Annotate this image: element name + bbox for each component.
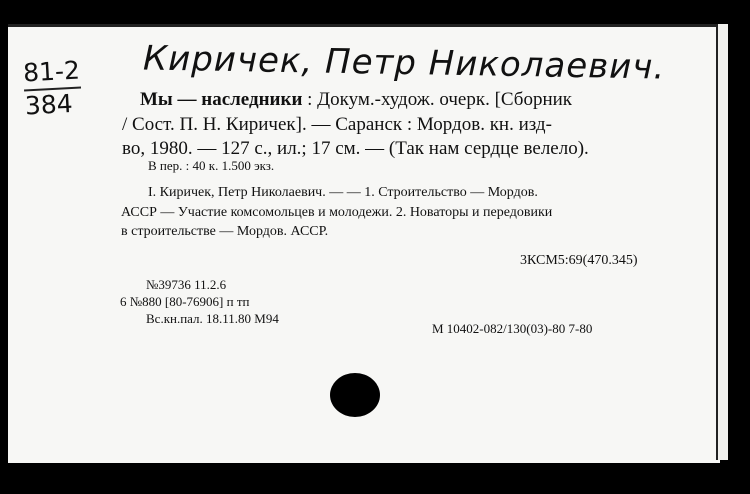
price-line: В пер. : 40 к. 1.500 экз. [148,158,275,173]
title-rest: : Докум.-худож. очерк. [Сборник [302,89,573,110]
catalog-card [8,24,720,463]
call-number-bottom: 384 [24,87,82,122]
classification-code: 3КСМ5:69(470.345) [520,253,638,268]
call-number-top: 81-2 [22,55,81,88]
title-line [140,89,572,111]
card-edge [716,24,728,460]
subjects-line-2: АССР — Участие комсомольцев и молодежи. 2. Новаторы и передовики [121,205,553,220]
call-number [22,56,82,122]
punch-hole [330,373,380,417]
record-number: №39736 11.2.6 [146,277,227,292]
handwritten-author: Киричек, Петр Николаевич. [142,38,666,88]
catalog-code: М 10402-082/130(03)-80 7-80 [432,321,593,336]
book-title: Мы — наследники [140,89,303,110]
book-chamber-line: Вс.кн.пал. 18.11.80 М94 [146,311,279,326]
order-number: 6 №880 [80-76906] п тп [120,294,250,309]
subjects-line-3: в строительстве — Мордов. АССР. [121,224,329,239]
subjects-line-1: I. Киричек, Петр Николаевич. — — 1. Строительство — Мордов. [148,185,538,200]
publication-line: во, 1980. — 127 с., ил.; 17 см. — (Так нам сердце велело). [122,138,589,159]
compiler-line: / Сост. П. Н. Киричек]. — Саранск : Мордов. кн. изд- [122,114,552,135]
